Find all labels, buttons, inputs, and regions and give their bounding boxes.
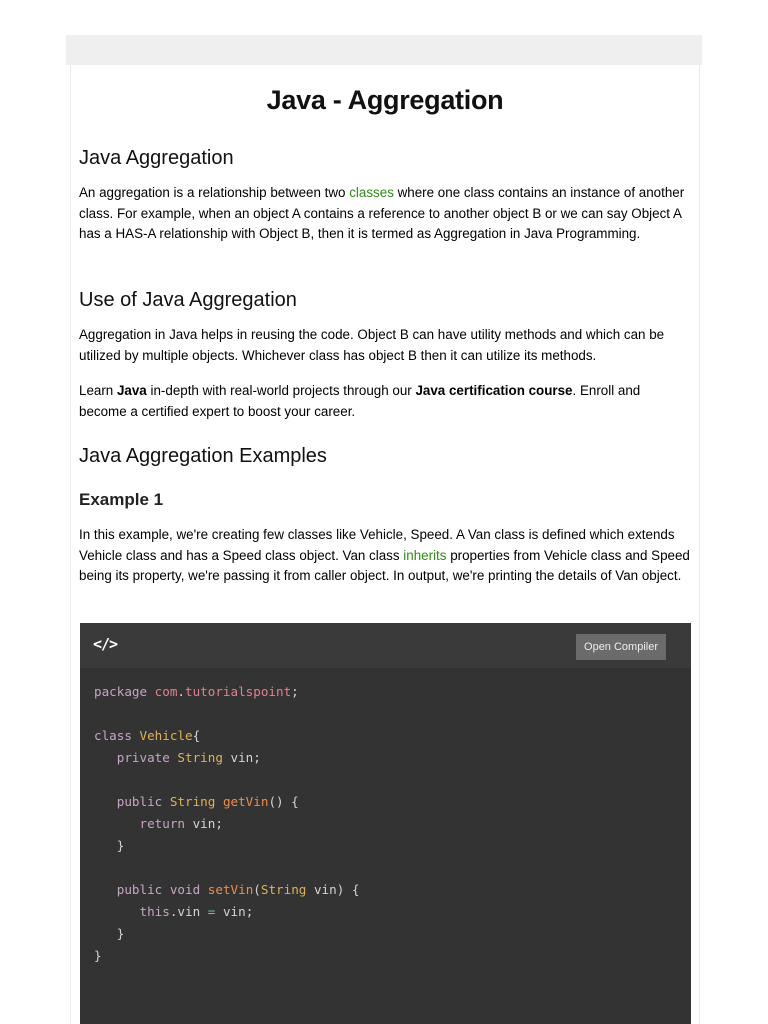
code-icon: </> <box>93 635 118 653</box>
page-title: Java - Aggregation <box>266 85 504 115</box>
code-token: public <box>116 794 163 809</box>
code-token: this <box>139 904 170 919</box>
classes-link[interactable]: classes <box>349 185 394 200</box>
text: properties from Vehicle class and Speed being its property, we're passing it from caller object. In output, we're printing the details of Van object. <box>79 547 690 583</box>
code-token: String <box>260 882 307 897</box>
code-token: com <box>154 684 178 699</box>
code-token: setVin <box>207 882 254 897</box>
code-line: private String vin; <box>116 750 261 765</box>
code-token: String <box>177 750 223 765</box>
code-token: void <box>169 882 201 897</box>
code-line: public void setVin(String vin) { <box>116 882 360 897</box>
aggregation-use-paragraph: Aggregation in Java helps in reusing the code. Object B can have utility methods and which can be utilized by multiple objects. Whichever class has object B then it can utilize its methods. <box>79 327 665 363</box>
section-heading-java-aggregation: Java Aggregation <box>79 147 234 169</box>
code-content <box>94 681 359 967</box>
aggregation-definition-paragraph <box>79 183 691 245</box>
article-content <box>70 65 700 1024</box>
code-block <box>80 623 691 1024</box>
code-token: Vehicle <box>139 728 193 743</box>
code-token: public <box>116 882 163 897</box>
top-bar <box>66 35 702 65</box>
text: In this example, we're creating few classes like Vehicle, Speed. A Van class is defined which extends Vehicle class and has a Speed class object. Van class <box>79 527 675 563</box>
code-token: package <box>94 684 148 699</box>
text: Learn <box>79 383 117 398</box>
example-description-paragraph <box>79 525 691 587</box>
code-line: public String getVin() { <box>116 794 299 809</box>
code-line: class Vehicle{ <box>94 728 201 743</box>
section-heading-aggregation-examples: Java Aggregation Examples <box>79 445 327 467</box>
text: where one class contains an instance of another class. For example, when an object A contains a reference to another object B or we can say Object A has a HAS-A relationship with Object B, then it is termed as Aggregation in Java Programming. <box>79 185 685 241</box>
certification-course-bold-text: Java certification course <box>415 383 573 398</box>
code-line: package com.tutorialspoint; <box>94 684 299 699</box>
java-bold-text: Java <box>116 383 147 398</box>
open-compiler-button[interactable]: Open Compiler <box>576 634 666 660</box>
example-1-heading: Example 1 <box>79 490 164 509</box>
code-line: this.vin = vin; <box>139 904 254 919</box>
code-line: } <box>94 926 125 941</box>
code-token: private <box>116 750 170 765</box>
code-line: return vin; <box>139 816 223 831</box>
learn-java-paragraph <box>79 381 691 422</box>
code-token: = <box>207 904 216 919</box>
code-line: } <box>94 948 102 963</box>
code-token: tutorialspoint <box>185 684 292 699</box>
section-heading-use-of-aggregation: Use of Java Aggregation <box>79 289 297 311</box>
code-line: } <box>94 838 125 853</box>
code-block-header <box>80 623 691 668</box>
text: . Enroll and become a certified expert to boost your career. <box>79 383 641 419</box>
text: An aggregation is a relationship between two <box>79 185 350 200</box>
inherits-link[interactable]: inherits <box>403 547 447 563</box>
code-token: String <box>169 794 216 809</box>
code-token: getVin <box>222 794 269 809</box>
code-token: class <box>94 728 132 743</box>
code-token: return <box>139 816 185 831</box>
text: in-depth with real-world projects through our <box>146 383 416 398</box>
